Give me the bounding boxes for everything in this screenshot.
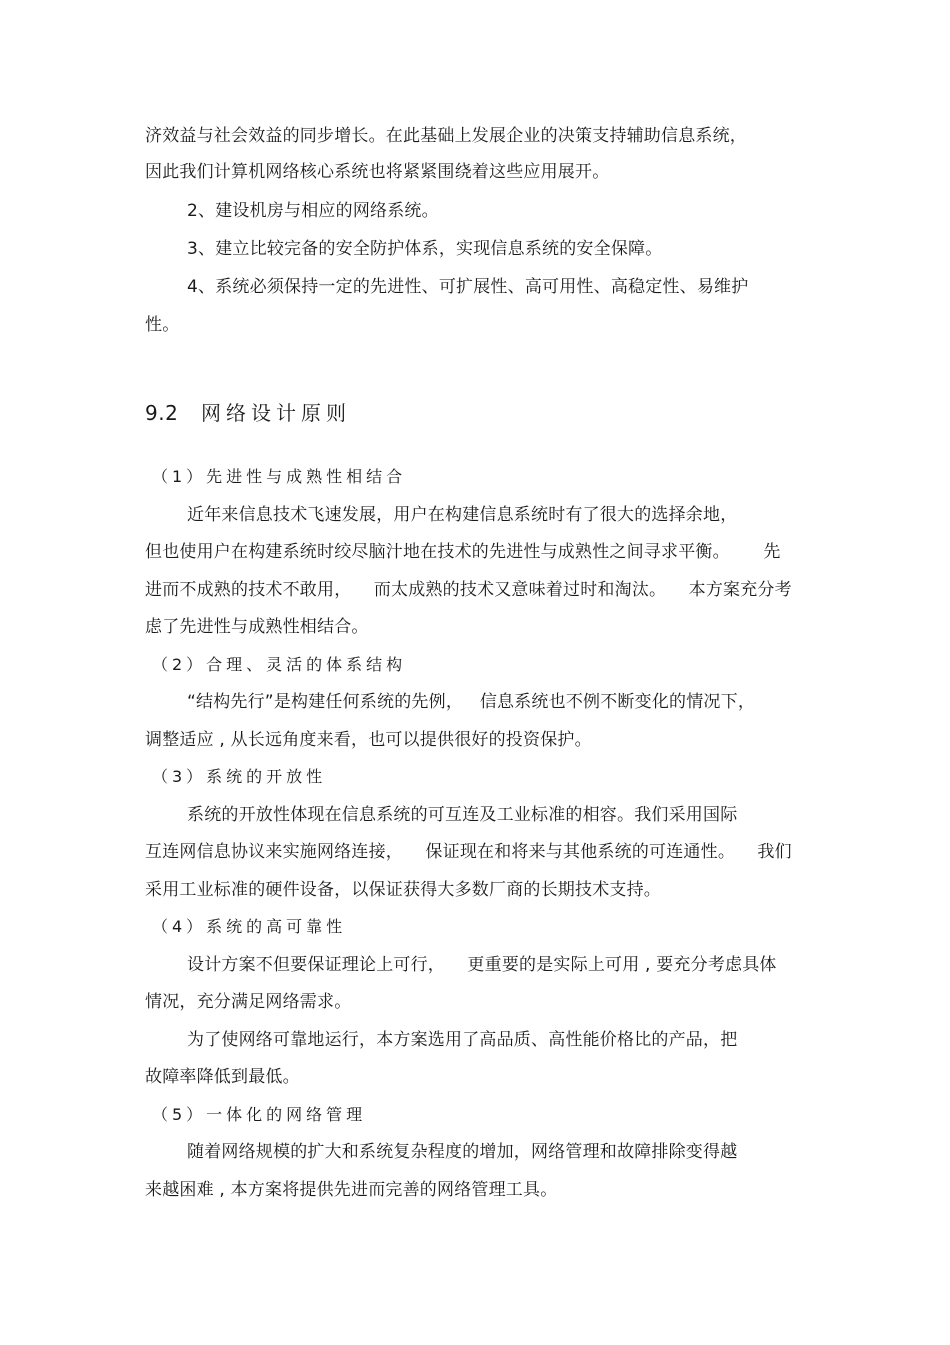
paragraph-line: 进而不成熟的技术不敢用， 而太成熟的技术又意味着过时和淘汰。 本方案充分考: [145, 580, 792, 600]
paragraph-line: 设计方案不但要保证理论上可行， 更重要的是实际上可用 , 要充分考虑具体: [187, 955, 777, 975]
paragraph-line: 因此我们计算机网络核心系统也将紧紧围绕着这些应用展开。: [145, 162, 610, 182]
paragraph-line: 为了使网络可靠地运行，本方案选用了高品质、高性能价格比的产品，把: [187, 1030, 738, 1050]
principle-2-title: （2）合理、灵活的体系结构: [152, 655, 407, 674]
paragraph-line: 故障率降低到最低。: [145, 1067, 300, 1087]
principle-1-title: （1）先进性与成熟性相结合: [152, 467, 407, 486]
principle-4-title: （4）系统的高可靠性: [152, 917, 347, 936]
section-heading: [145, 400, 351, 426]
paragraph-line: 来越困难 , 本方案将提供先进而完善的网络管理工具。: [145, 1180, 558, 1200]
list-item-2: 2、建设机房与相应的网络系统。: [187, 201, 439, 221]
paragraph-line: “结构先行”是构建任何系统的先例， 信息系统也不例不断变化的情况下，: [187, 692, 756, 712]
paragraph-line: 虑了先进性与成熟性相结合。: [145, 617, 369, 637]
paragraph-line: 调整适应 , 从长远角度来看，也可以提供很好的投资保护。: [145, 730, 592, 750]
section-title: 网络设计原则: [201, 401, 351, 425]
paragraph-line: 情况，充分满足网络需求。: [145, 992, 352, 1012]
paragraph-line: 济效益与社会效益的同步增长。在此基础上发展企业的决策支持辅助信息系统，: [145, 126, 747, 146]
principle-3-title: （3）系统的开放性: [152, 767, 327, 786]
list-item-4-continued: 性。: [145, 315, 180, 335]
paragraph-line: 近年来信息技术飞速发展，用户在构建信息系统时有了很大的选择余地，: [187, 505, 738, 525]
principle-5-title: （5）一体化的网络管理: [152, 1105, 367, 1124]
paragraph-line: 互连网信息协议来实施网络连接， 保证现在和将来与其他系统的可连通性。 我们: [145, 842, 792, 862]
section-number: 9.2: [145, 401, 179, 425]
list-item-3: 3、建立比较完备的安全防护体系，实现信息系统的安全保障。: [187, 239, 663, 259]
paragraph-line: 系统的开放性体现在信息系统的可互连及工业标准的相容。我们采用国际: [187, 805, 738, 825]
paragraph-line: 但也使用户在构建系统时绞尽脑汁地在技术的先进性与成熟性之间寻求平衡。 先: [145, 542, 781, 562]
paragraph-line: 随着网络规模的扩大和系统复杂程度的增加，网络管理和故障排除变得越: [187, 1142, 738, 1162]
paragraph-line: 采用工业标准的硬件设备，以保证获得大多数厂商的长期技术支持。: [145, 880, 661, 900]
list-item-4: 4、系统必须保持一定的先进性、可扩展性、高可用性、高稳定性、易维护: [187, 277, 749, 297]
